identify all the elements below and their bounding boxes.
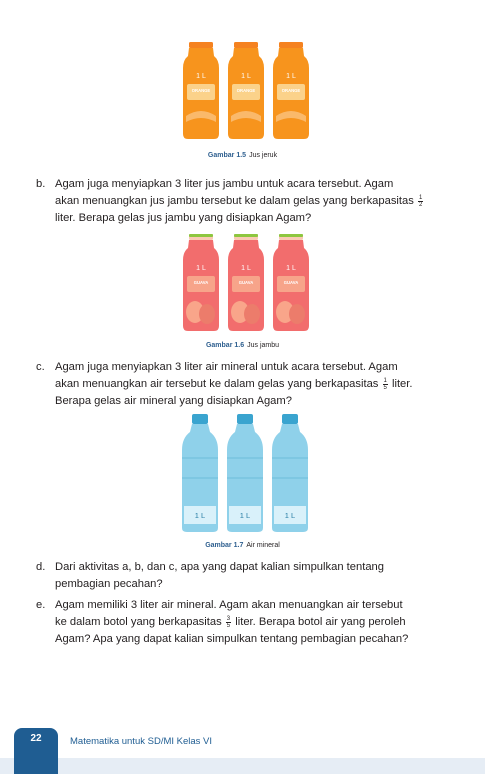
bottle-brand-label: ORANGE: [281, 88, 300, 93]
fraction-denominator: 5: [226, 622, 231, 629]
question-label: d.: [36, 561, 46, 573]
bottle-cap: [192, 414, 208, 424]
bottle: [228, 234, 264, 331]
guava-bottles-illustration: [163, 234, 323, 334]
bottle: [227, 414, 263, 532]
question-line: [55, 614, 456, 631]
question-text: ke dalam botol yang berkapasitas: [55, 616, 222, 628]
bottle-brand-label: ORANGE: [236, 88, 255, 93]
bottle-volume-label: 1 L: [195, 265, 206, 272]
bottle-volume-label: 1 L: [285, 73, 296, 80]
figure-mineral-water: [0, 414, 485, 536]
bottle-cap-band: [189, 234, 213, 237]
guava-fruit: [244, 304, 260, 324]
fraction: [383, 378, 388, 391]
question-label: b.: [36, 178, 46, 190]
figure-caption-1-5: [0, 152, 485, 159]
bottle-volume-label: 1 L: [240, 265, 251, 272]
question-line: [55, 193, 456, 210]
guava-fruit: [199, 304, 215, 324]
bottle-brand-label: GUAVA: [238, 280, 253, 285]
bottle-cap-band: [279, 234, 303, 237]
question-line: Agam memiliki 3 liter air mineral. Agam akan menuangkan air tersebut: [55, 599, 403, 611]
question-e: [36, 597, 456, 648]
bottle-cap: [189, 42, 213, 48]
bottle: [183, 42, 219, 139]
bottle-cap: [237, 414, 253, 424]
question-line: liter. Berapa gelas jus jambu yang disiapkan Agam?: [55, 212, 312, 224]
bottle: [272, 414, 308, 532]
bottle-cap: [234, 42, 258, 48]
caption-label: Gambar 1.7: [205, 542, 244, 549]
book-title: Matematika untuk SD/MI Kelas VI: [70, 736, 213, 747]
bottle-cap: [282, 414, 298, 424]
guava-fruit: [289, 304, 305, 324]
fraction-denominator: 5: [383, 384, 387, 391]
question-label: e.: [36, 599, 46, 611]
question-line: Dari aktivitas a, b, dan c, apa yang dapat kalian simpulkan tentang: [55, 561, 384, 573]
bottle-cap: [279, 42, 303, 48]
bottle-volume-label: 1 L: [194, 511, 205, 520]
question-line: Agam? Apa yang dapat kalian simpulkan tentang pembagian pecahan?: [55, 633, 409, 645]
figure-guava-juice: [0, 234, 485, 334]
bottle: [273, 42, 309, 139]
caption-text: Air mineral: [246, 542, 280, 549]
bottle-volume-label: 1 L: [284, 511, 295, 520]
bottle: [228, 42, 264, 139]
figure-orange-juice: [0, 42, 485, 142]
question-line: Agam juga menyiapkan 3 liter jus jambu untuk acara tersebut. Agam: [55, 178, 394, 190]
question-text: akan menuangkan jus jambu tersebut ke dalam gelas yang berkapasitas: [55, 195, 414, 207]
fraction-numerator: 3: [226, 615, 231, 622]
bottle: [182, 414, 218, 532]
question-c: [36, 359, 456, 410]
caption-label: Gambar 1.5: [207, 152, 247, 159]
bottle-brand-label: ORANGE: [191, 88, 210, 93]
page-number: 22: [30, 733, 42, 744]
fraction: [418, 195, 423, 208]
fraction-numerator: 1: [383, 377, 387, 384]
water-bottles-illustration: [163, 414, 323, 536]
question-line: Berapa gelas air mineral yang disiapkan Agam?: [55, 395, 292, 407]
fraction-numerator: 1: [418, 194, 423, 201]
question-text: liter.: [391, 378, 413, 390]
bottle-volume-label: 1 L: [285, 265, 296, 272]
bottle: [273, 234, 309, 331]
fraction-denominator: 2: [418, 201, 423, 208]
bottle: [183, 234, 219, 331]
orange-bottles-illustration: [163, 42, 323, 142]
caption-label: Gambar 1.6: [205, 342, 245, 349]
question-line: pembagian pecahan?: [55, 578, 163, 590]
bottle-volume-label: 1 L: [240, 73, 251, 80]
question-text: akan menuangkan air tersebut ke dalam gelas yang berkapasitas: [55, 378, 379, 390]
question-line: [55, 376, 456, 393]
caption-text: Jus jambu: [247, 342, 280, 349]
question-b: [36, 176, 456, 227]
question-d: [36, 559, 456, 593]
question-label: c.: [36, 361, 45, 373]
question-text: liter. Berapa botol air yang peroleh: [235, 616, 406, 628]
bottle-cap-band: [234, 234, 258, 237]
figure-caption-1-7: [0, 542, 485, 549]
bottle-volume-label: 1 L: [239, 511, 250, 520]
footer-bar: [0, 758, 485, 774]
bottle-volume-label: 1 L: [195, 73, 206, 80]
figure-caption-1-6: [0, 342, 485, 349]
fraction: [226, 616, 231, 629]
caption-text: Jus jeruk: [249, 152, 278, 159]
question-line: Agam juga menyiapkan 3 liter air mineral untuk acara tersebut. Agam: [55, 361, 398, 373]
bottle-brand-label: GUAVA: [283, 280, 298, 285]
bottle-brand-label: GUAVA: [193, 280, 208, 285]
